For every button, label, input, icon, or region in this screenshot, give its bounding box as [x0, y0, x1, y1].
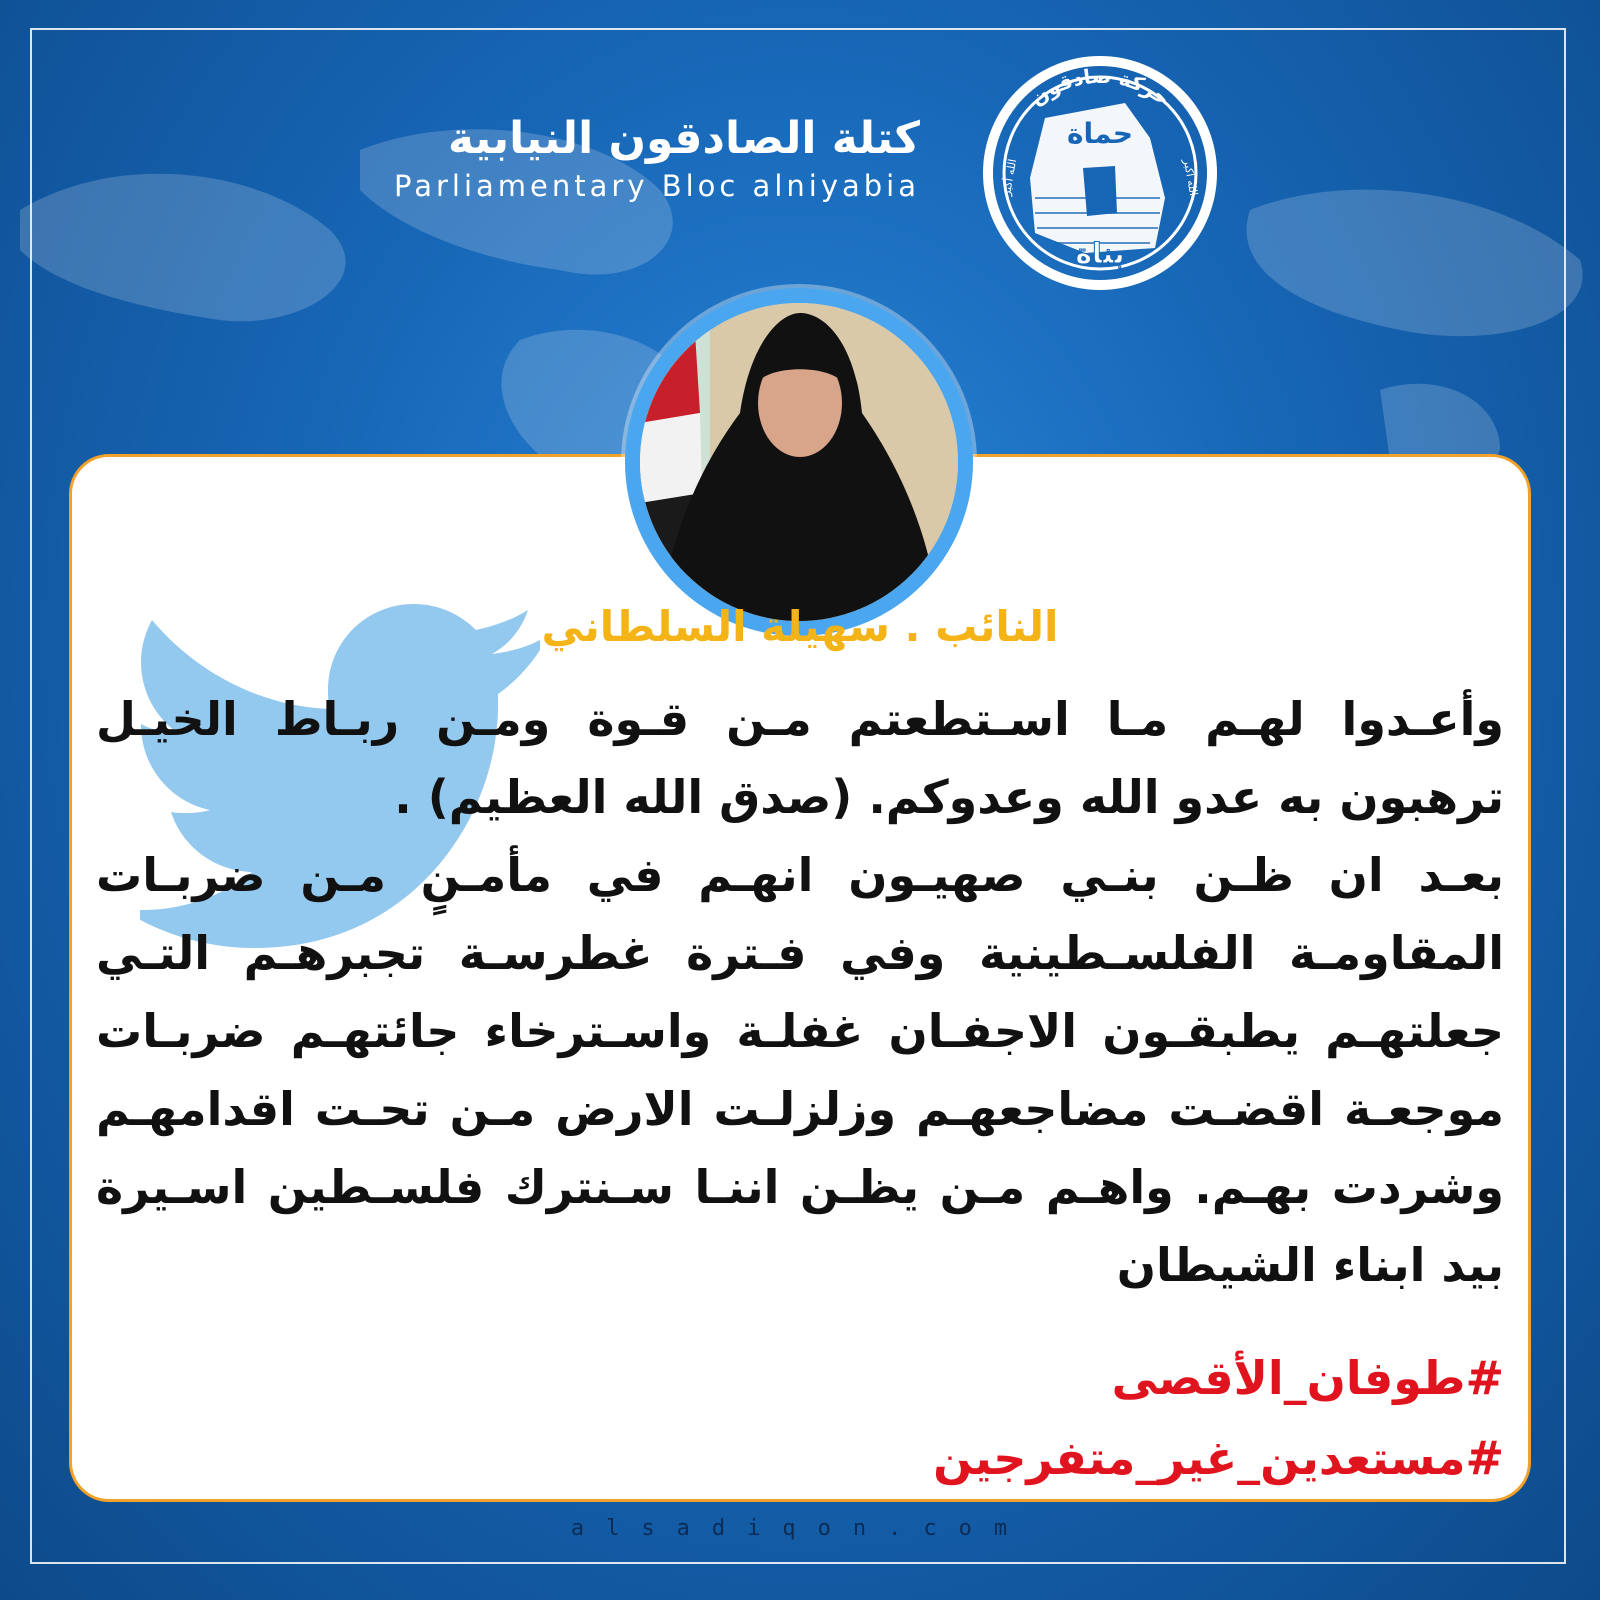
logo-side-text-right: الله أكبر	[1180, 157, 1201, 197]
author-name: النائب . سهيلة السلطاني	[541, 602, 1059, 651]
logo-word-top: حماة	[1067, 117, 1133, 150]
hashtag[interactable]: #طوفان_الأقصى	[1111, 1351, 1504, 1405]
hashtags	[96, 1338, 1504, 1498]
logo-ring-text: حركة صادقون	[1025, 63, 1175, 111]
logo-side-text-left: الله أكبر	[999, 157, 1020, 197]
post-body	[96, 680, 1504, 1304]
website-footer[interactable]: alsadiqon.com	[570, 1516, 1030, 1541]
post-paragraph-quote: وأعـدوا لهـم مـا اسـتطعتم مـن قـوة ومـن ربـاط الخيـل ترهبون به عدو الله وعدوكم. (صدق الله العظيم) .	[96, 692, 1504, 824]
hashtag[interactable]: #مستعدين_غير_متفرجين	[933, 1431, 1504, 1485]
avatar	[640, 303, 958, 621]
bloc-title-english: Parliamentary Bloc alniyabia	[394, 169, 920, 204]
logo-word-bottom: بناة	[1075, 237, 1125, 270]
bloc-logo	[975, 48, 1225, 298]
post-paragraph-statement: بعـد ان ظـن بنـي صهيـون انهـم في مأمـنٍ مـن ضربـات المقاومـة الفلسـطينية وفي فـترة غطرسـة تجبرهـم التـي جعلتهـم يطبقـون الاجفـان غفلـة واسـترخاء جائتهـم ضربـات موجعـة اقضـت مضاجعهـم وزلزلـت الارض مـن تحـت اقدامهـم وشردت بهـم. واهـم مـن يظـن اننـا سـنترك فلسـطين اسـيرة بيد ابناء الشيطان	[96, 848, 1504, 1292]
bloc-title-arabic: كتلة الصادقون النيابية	[447, 113, 920, 164]
header	[394, 115, 920, 203]
